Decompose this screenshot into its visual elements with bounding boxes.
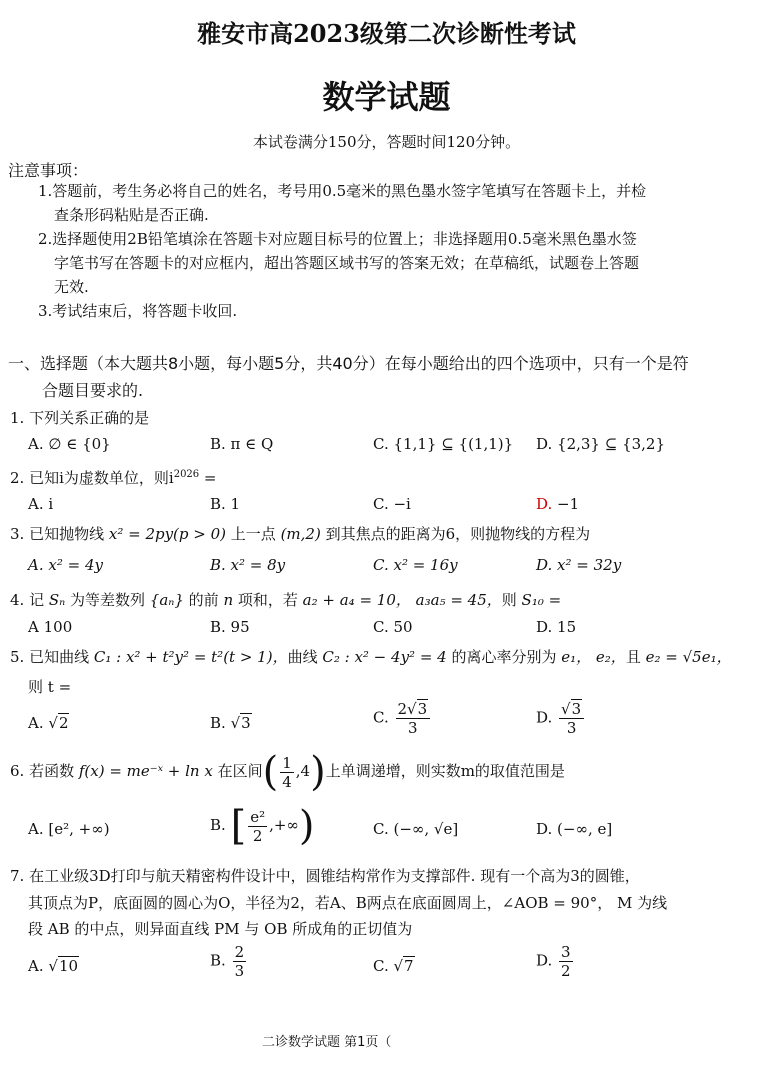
- q6-option-d: D. (−∞, e]: [536, 820, 613, 838]
- q6-option-b-left-bracket: [: [230, 803, 247, 849]
- q5-option-d-label: D.: [536, 708, 553, 727]
- q3-option-b: B. x² = 8y: [210, 556, 286, 574]
- q6-right-paren: ): [310, 749, 326, 795]
- question-7-line-3: 段 AB 的中点，则异面直线 PM 与 OB 所成角的正切值为: [28, 920, 413, 938]
- q5-text-1: 5. 已知曲线: [10, 648, 90, 666]
- q6-text-1: 6. 若函数: [10, 762, 75, 780]
- q6-option-b-right-paren: ): [298, 803, 315, 849]
- section-heading-cont: 合题目要求的.: [42, 381, 144, 400]
- q6-interval-num: 1: [282, 753, 292, 772]
- q7-option-b-den: 3: [234, 962, 245, 980]
- q4-text-5: 则: [501, 591, 517, 609]
- note-2-cont-2: 无效.: [54, 278, 89, 296]
- q1-option-b: B. π ∈ Q: [210, 435, 274, 453]
- q6-option-b-fraction: [248, 808, 267, 845]
- q5-option-a-label: A.: [28, 714, 44, 732]
- q4-sn: Sₙ: [44, 591, 70, 609]
- q7-option-b: [210, 943, 248, 980]
- q1-option-d: D. {2,3} ⊆ {3,2}: [536, 435, 666, 453]
- q4-text-4: 项和，若: [237, 591, 298, 609]
- note-1: 1.答题前，考生务必将自己的姓名，考号用0.5毫米的黑色墨水签字笔填写在答题卡上，并检: [38, 182, 647, 200]
- q6-option-b-num: e²: [250, 807, 266, 826]
- q7-option-c: C. √7: [373, 957, 414, 975]
- q2-option-a: A. i: [28, 495, 54, 513]
- q5-option-c-denominator: 3: [408, 719, 418, 737]
- q6-function: f(x) = me⁻ˣ + ln x: [74, 762, 218, 780]
- q5-option-c-radicand: 3: [417, 700, 428, 718]
- q5-option-d-radicand: 3: [571, 700, 582, 718]
- q5-option-b: B. √3: [210, 714, 251, 732]
- question-2-stem: [10, 467, 217, 488]
- q6-option-b-den: 2: [252, 826, 263, 845]
- q7-option-d-den: 2: [561, 962, 571, 980]
- q7-option-a-radicand: 10: [58, 957, 79, 975]
- q7-option-b-num: 2: [234, 943, 245, 961]
- q3-option-d: D. x² = 32y: [536, 556, 622, 574]
- notes-heading: 注意事项：: [8, 161, 89, 180]
- q3-point: (m,2): [275, 525, 326, 543]
- q2-option-d: [536, 495, 579, 513]
- q4-option-b: B. 95: [210, 618, 250, 636]
- note-2-cont-1: 字笔书写在答题卡的对应框内，超出答题区域书写的答案无效；在草稿纸，试题卷上答题: [54, 254, 640, 272]
- q4-option-d: D. 15: [536, 618, 577, 636]
- q2-base: i: [168, 469, 174, 487]
- q4-text-3: 的前: [188, 591, 219, 609]
- q5-text-3: 的离心率分别为: [451, 648, 557, 666]
- subject-title: 数学试题: [322, 78, 451, 116]
- question-1-stem: 1. 下列关系正确的是: [10, 409, 150, 427]
- q5-eccentricities: e₁， e₂，: [556, 648, 626, 666]
- q2-option-b: B. 1: [210, 495, 241, 513]
- q6-interval-end: ,4: [295, 762, 311, 780]
- q2-eq: =: [199, 469, 217, 487]
- q3-parabola-eq: x² = 2py(p > 0): [104, 525, 231, 543]
- question-5-stem: [10, 646, 732, 667]
- note-2: 2.选择题使用2B铅笔填涂在答题卡对应题目标号的位置上；非选择题用0.5毫米黑色墨水签: [38, 230, 637, 248]
- q5-curve-2: C₂ : x² − 4y² = 4: [317, 648, 452, 666]
- q5-option-b-radicand: 3: [241, 714, 251, 732]
- q5-option-c-fraction: $\frac{2√3}{3}$: [396, 700, 431, 737]
- q5-option-a: A. √2: [28, 714, 69, 732]
- q4-cond-2: a₃a₅ = 45，: [410, 591, 502, 609]
- question-4-stem: [10, 589, 561, 610]
- q4-text-2: 为等差数列: [70, 591, 146, 609]
- q4-text-1: 4. 记: [10, 591, 45, 609]
- q6-interval-den: 4: [282, 772, 292, 791]
- q6-option-b-label: B.: [210, 816, 226, 834]
- q5-option-d: [536, 700, 586, 737]
- q1-option-c: C. {1,1} ⊆ {(1,1)}: [373, 435, 514, 453]
- q3-option-c: C. x² = 16y: [373, 556, 458, 574]
- q4-cond-1: a₂ + a₄ = 10，: [297, 591, 411, 609]
- q4-option-c: C. 50: [373, 618, 413, 636]
- question-6-stem: [10, 749, 565, 795]
- q7-option-d-fraction: [559, 943, 573, 980]
- q5-relation: e₂ = √5e₁，: [640, 648, 732, 666]
- q6-left-paren: (: [262, 749, 279, 795]
- q6-option-b: [210, 803, 315, 849]
- question-3-stem: [10, 523, 590, 544]
- q2-option-d-label: D.: [536, 495, 553, 513]
- note-3: 3.考试结束后，将答题卡收回.: [38, 302, 238, 320]
- q4-s10: S₁₀ =: [516, 591, 562, 609]
- q5-option-b-label: B.: [210, 714, 226, 732]
- q5-text-2: 曲线: [287, 648, 318, 666]
- q7-option-a: A. √10: [28, 957, 79, 975]
- q4-an: {aₙ}: [145, 591, 189, 609]
- q7-option-d-label: D.: [536, 951, 553, 970]
- q7-option-b-label: B.: [210, 951, 226, 970]
- q2-stem-text: 2. 已知i为虚数单位，则: [10, 469, 169, 487]
- q3-option-a: A. x² = 4y: [28, 556, 103, 574]
- q3-text-2: 上一点: [230, 525, 276, 543]
- q5-option-c-label: C.: [373, 708, 389, 727]
- section-heading: 一、选择题（本大题共8小题，每小题5分，共40分）在每小题给出的四个选项中，只有一个是符: [8, 354, 689, 373]
- q1-option-a: A. ∅ ∈ {0}: [28, 435, 111, 453]
- q7-option-c-label: C.: [373, 957, 389, 975]
- q7-option-d-num: 3: [561, 943, 571, 961]
- q4-option-a: A 100: [28, 618, 73, 636]
- question-5-stem-cont: 则 t =: [28, 678, 72, 696]
- exam-title: 雅安市高2023级第二次诊断性考试: [197, 19, 576, 48]
- q4-n: n: [218, 591, 238, 609]
- q7-option-a-label: A.: [28, 957, 44, 975]
- q7-option-c-radicand: 7: [404, 957, 414, 975]
- q7-option-d: [536, 943, 575, 980]
- q6-interval-fraction: [280, 754, 294, 791]
- q5-option-d-denominator: 3: [566, 719, 577, 737]
- q6-text-3: 上单调递增，则实数m的取值范围是: [325, 762, 565, 780]
- q6-option-a: A. [e², +∞): [28, 820, 110, 838]
- question-7-line-1: 7. 在工业级3D打印与航天精密构件设计中，圆锥结构常作为支撑部件. 现有一个高为3的圆锥，: [10, 867, 640, 885]
- q5-text-4: 且: [625, 648, 641, 666]
- q5-option-d-fraction: $\frac{√3}{3}$: [559, 700, 584, 737]
- exam-info: 本试卷满分150分，答题时间120分钟。: [252, 133, 521, 151]
- q5-curve-1: C₁ : x² + t²y² = t²(t > 1)，: [89, 648, 288, 666]
- q5-option-c-coef: 2: [397, 700, 408, 718]
- q3-text-3: 到其焦点的距离为6，则抛物线的方程为: [325, 525, 591, 543]
- q3-text-1: 3. 已知抛物线: [10, 525, 105, 543]
- q6-option-c: C. (−∞, √e]: [373, 820, 459, 838]
- q5-option-a-radicand: 2: [58, 714, 69, 732]
- page-footer: 二诊数学试题 第1页（: [262, 1035, 392, 1050]
- question-7-line-2: 其顶点为P，底面圆的圆心为O，半径为2，若A、B两点在底面圆周上，∠AOB = 90°， M 为线: [28, 894, 668, 912]
- q7-option-b-fraction: [233, 943, 247, 980]
- q2-option-c: C. −i: [373, 495, 411, 513]
- q2-option-d-value: −1: [552, 495, 580, 513]
- q5-option-c: [373, 700, 432, 737]
- q6-text-2: 在区间: [217, 762, 263, 780]
- note-1-cont: 查条形码粘贴是否正确.: [54, 206, 209, 224]
- q6-option-b-end: ,+∞: [269, 816, 299, 834]
- q2-exponent: 2026: [173, 469, 200, 480]
